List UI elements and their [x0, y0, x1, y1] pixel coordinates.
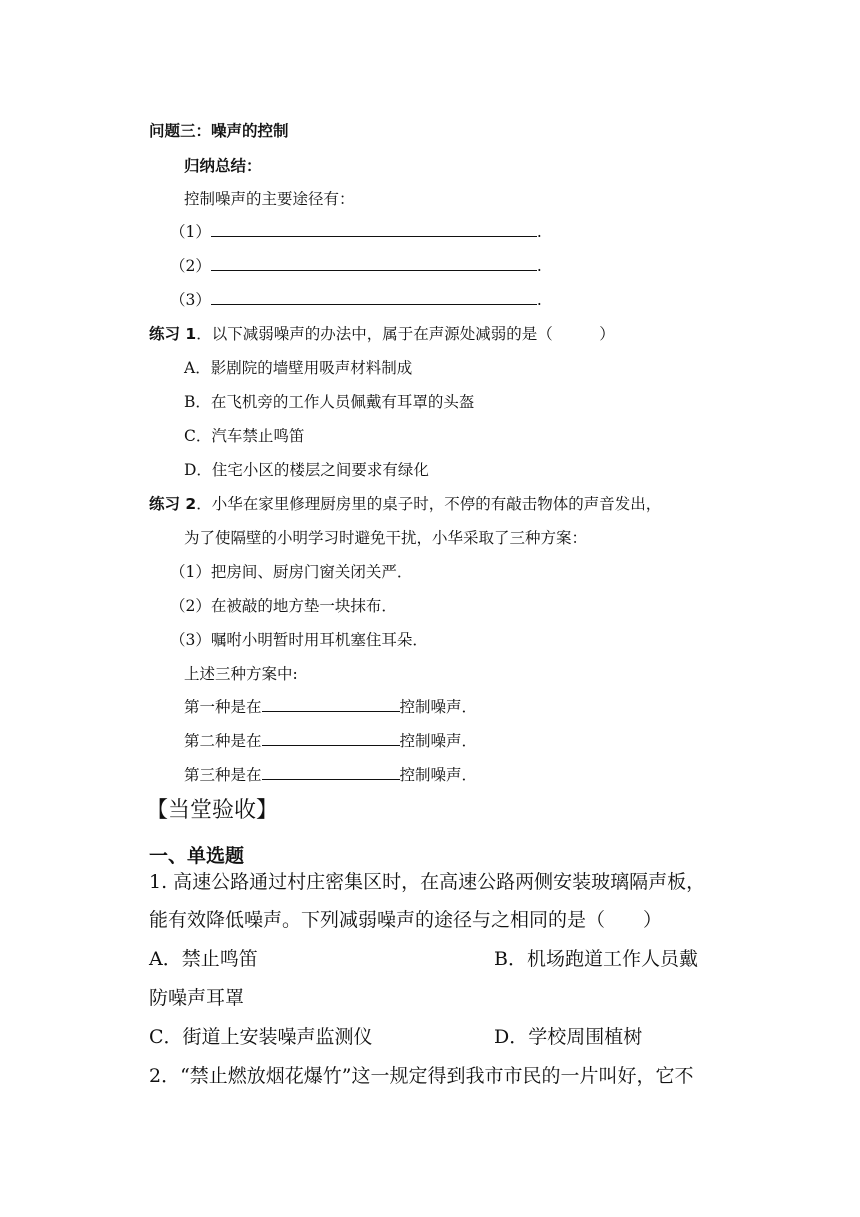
- q1-option-b-cont: 防噪声耳罩: [149, 987, 245, 1009]
- summary-label: 归纳总结：: [184, 157, 262, 175]
- section-title: 问题三：噪声的控制: [149, 122, 289, 140]
- question-text: ．小华在家里修理厨房里的桌子时，不停的有敲击物体的声音发出，: [196, 495, 662, 513]
- exercise-2-question: [149, 494, 661, 514]
- question-text: ．以下减弱噪声的办法中，属于在声源处减弱的是（ ）: [196, 325, 615, 343]
- fill-suffix: 控制噪声．: [399, 766, 478, 784]
- answer-blank[interactable]: [211, 256, 537, 271]
- item-number: （2）: [170, 257, 211, 275]
- plan-2: （2）在被敲的地方垫一块抹布．: [170, 597, 397, 615]
- fill-suffix: 控制噪声．: [399, 698, 478, 716]
- q2-line-1: 2．“禁止燃放烟花爆竹”这一规定得到我市市民的一片叫好，它不: [149, 1065, 694, 1087]
- fill-prefix: 第三种是在: [184, 766, 262, 784]
- fill-prefix: 第二种是在: [184, 732, 262, 750]
- answer-blank[interactable]: [211, 222, 537, 237]
- fill-blank[interactable]: [262, 697, 400, 712]
- plans-summary: 上述三种方案中:: [184, 665, 298, 683]
- plan-3: （3）嘱咐小明暂时用耳机塞住耳朵．: [170, 631, 428, 649]
- check-heading: 【当堂验收】: [146, 798, 279, 823]
- option-d: D．住宅小区的楼层之间要求有绿化: [184, 461, 429, 479]
- option-b: B．在飞机旁的工作人员佩戴有耳罩的头盔: [184, 393, 475, 411]
- item-number: （3）: [170, 291, 211, 309]
- option-a: A．影剧院的墙壁用吸声材料制成: [184, 359, 413, 377]
- fill-blank[interactable]: [262, 765, 400, 780]
- fill-suffix: 控制噪声．: [399, 732, 478, 750]
- q1-option-c: C．街道上安装噪声监测仪: [149, 1026, 373, 1048]
- option-c: C．汽车禁止鸣笛: [184, 427, 305, 445]
- plan-1: （1）把房间、厨房门窗关闭关严．: [170, 563, 413, 581]
- exercise-label: 练习 2: [149, 495, 197, 513]
- item-end: .: [536, 257, 542, 275]
- exercise-1-question: [149, 324, 615, 344]
- fill-blank[interactable]: [262, 731, 400, 746]
- summary-intro: 控制噪声的主要途径有：: [184, 190, 355, 208]
- answer-blank[interactable]: [211, 290, 537, 305]
- answer-line-3: [170, 290, 542, 310]
- exercise-label: 练习 1: [149, 325, 197, 343]
- fill-line-2: [184, 731, 477, 751]
- question-text-cont: 为了使隔壁的小明学习时避免干扰，小华采取了三种方案：: [184, 529, 588, 547]
- q1-line-2: 能有效降低噪声。下列减弱噪声的途径与之相同的是（ ）: [149, 909, 663, 931]
- item-number: （1）: [170, 223, 211, 241]
- fill-prefix: 第一种是在: [184, 698, 262, 716]
- q1-option-d: D．学校周围植树: [494, 1026, 643, 1048]
- fill-line-1: [184, 697, 477, 717]
- answer-line-1: [170, 222, 542, 242]
- section-single-choice: 一、单选题: [149, 845, 245, 867]
- q1-option-a: A．禁止鸣笛: [149, 948, 258, 970]
- item-end: .: [536, 291, 542, 309]
- fill-line-3: [184, 765, 477, 785]
- item-end: .: [536, 223, 542, 241]
- answer-line-2: [170, 256, 542, 276]
- q1-line-1: 1. 高速公路通过村庄密集区时，在高速公路两侧安装玻璃隔声板，: [149, 871, 706, 893]
- q1-option-b: B．机场跑道工作人员戴: [494, 948, 698, 970]
